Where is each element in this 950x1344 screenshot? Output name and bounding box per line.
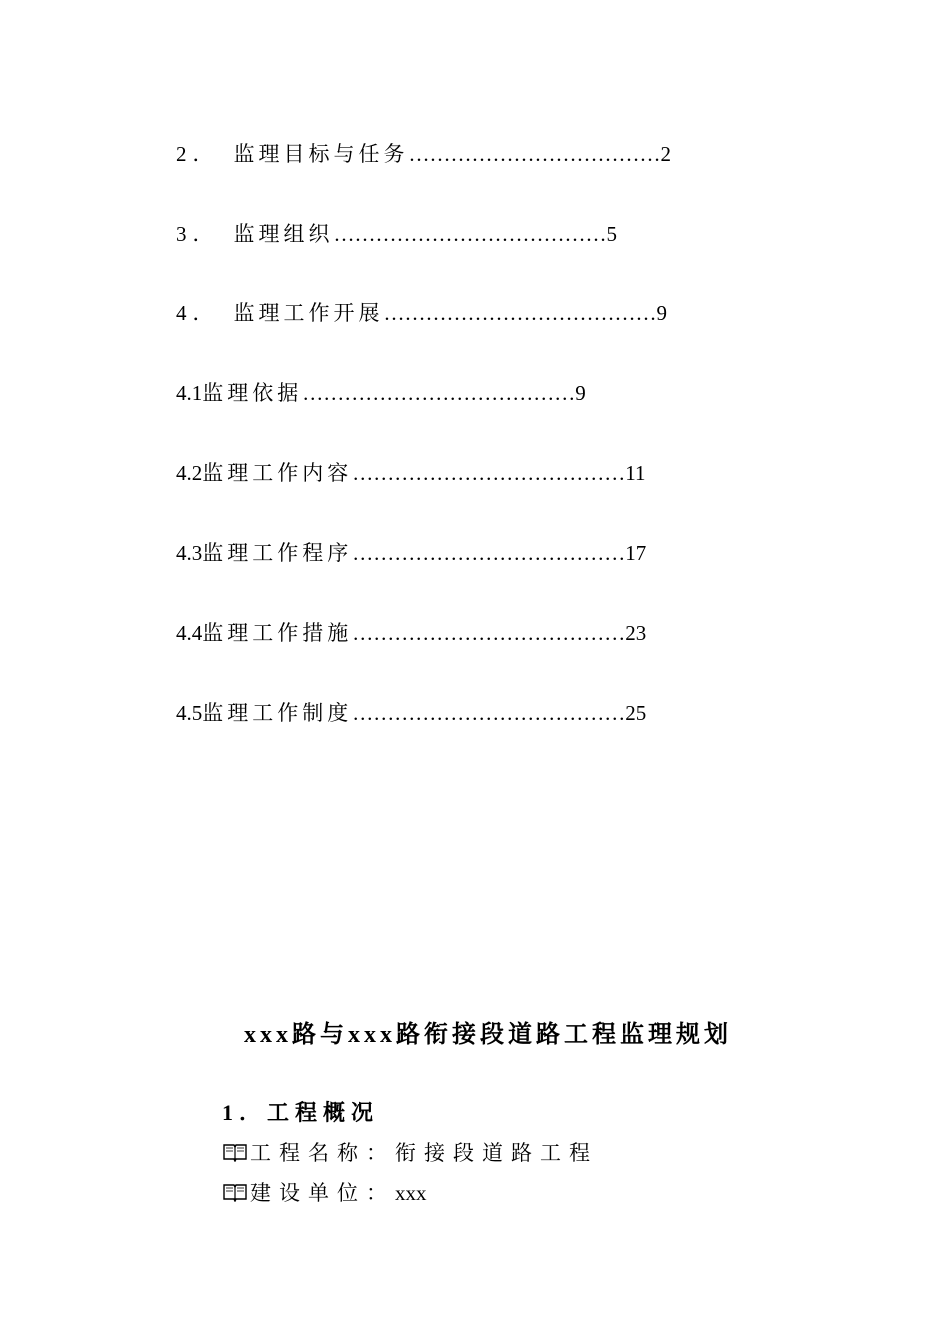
toc-title: 监理工作程序 [202,541,353,565]
toc-entry[interactable] [176,619,646,647]
developer-line [222,1177,427,1207]
toc-page-number: 9 [575,381,586,405]
toc-number: 4.1 [176,381,203,405]
toc-entry[interactable] [176,459,645,487]
toc-title: 监理工作制度 [202,701,353,725]
field-value: 衔接段道路工程 [395,1141,598,1165]
section-heading: 1．工程概况 [222,1100,380,1125]
field-value: xxx [395,1181,427,1205]
toc-page-number: 17 [625,541,647,565]
toc-number: 4.4 [176,621,203,645]
toc-leader-dots: ……………………………… [408,142,661,166]
toc-number: 4． [176,301,220,325]
toc-title: 监理依据 [202,381,303,405]
toc-leader-dots: ………………………………… [352,621,626,645]
project-name-line [222,1137,598,1167]
field-label: 工程名称： [250,1141,395,1165]
toc-number: 4.5 [176,701,203,725]
toc-number: 4.3 [176,541,203,565]
toc-title: 监理工作措施 [202,621,353,645]
toc-title: 监理工作内容 [202,461,353,485]
toc-entry[interactable] [176,140,671,168]
toc-page-number: 23 [625,621,647,645]
toc-page-number: 25 [625,701,647,725]
field-label: 建设单位： [250,1181,395,1205]
document-title: xxx路与xxx路衔接段道路工程监理规划 [244,1022,732,1048]
toc-page-number: 5 [606,222,617,246]
toc-page-number: 9 [656,301,667,325]
toc-entry[interactable] [176,299,667,327]
toc-entry[interactable] [176,699,646,727]
toc-leader-dots: ………………………………… [352,701,626,725]
toc-entry[interactable] [176,220,617,248]
toc-leader-dots: ………………………………… [383,301,657,325]
toc-page-number: 2 [660,142,671,166]
book-icon [222,1182,248,1202]
toc-leader-dots: ………………………………… [333,222,607,246]
toc-title: 监理工作开展 [233,301,384,325]
toc-number: 2． [176,142,220,166]
toc-title: 监理组织 [233,222,334,246]
toc-entry[interactable] [176,539,646,567]
toc-leader-dots: ………………………………… [352,541,626,565]
toc-leader-dots: ………………………………… [352,461,626,485]
toc-leader-dots: ………………………………… [302,381,576,405]
toc-number: 4.2 [176,461,203,485]
toc-page-number: 11 [625,461,646,485]
book-icon [222,1142,248,1162]
toc-title: 监理目标与任务 [233,142,409,166]
toc-number: 3． [176,222,220,246]
toc-entry[interactable] [176,379,586,407]
